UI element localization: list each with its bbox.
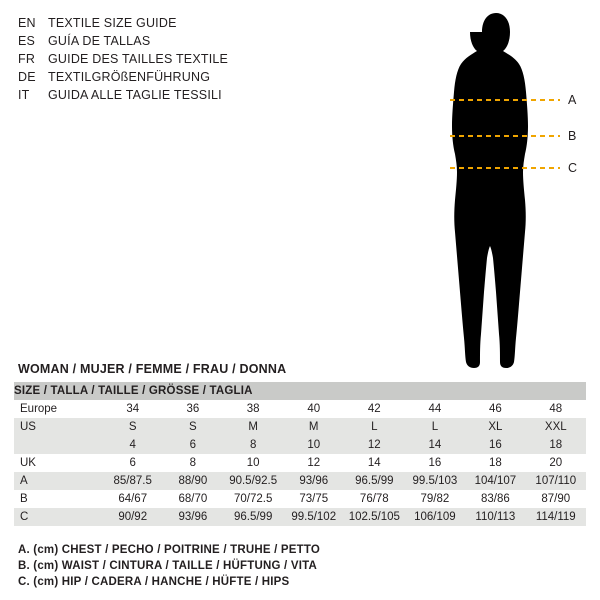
row-label: A: [14, 472, 103, 490]
row-label: UK: [14, 454, 103, 472]
cell: 68/70: [163, 490, 223, 508]
cell: 42: [344, 400, 405, 418]
language-text: GUIDE DES TAILLES TEXTILE: [48, 52, 229, 66]
cell: L: [344, 418, 405, 436]
cell: XXL: [526, 418, 586, 436]
cell: 18: [526, 436, 586, 454]
table-row: [14, 418, 586, 436]
language-text: GUÍA DE TALLAS: [48, 34, 151, 48]
cell: 16: [465, 436, 525, 454]
language-row: [18, 86, 348, 104]
silhouette-icon: [420, 8, 590, 378]
cell: 90.5/92.5: [223, 472, 284, 490]
cell: 18: [465, 454, 525, 472]
cell: 10: [283, 436, 344, 454]
cell: 96.5/99: [223, 508, 284, 526]
cell: 48: [526, 400, 586, 418]
language-text: TEXTILGRÖßENFÜHRUNG: [48, 70, 211, 84]
table-header-cell: SIZE / TALLA / TAILLE / GRÖSSE / TAGLIA: [14, 382, 586, 400]
cell: 85/87.5: [103, 472, 163, 490]
language-header-block: [18, 14, 348, 104]
cell: 73/75: [283, 490, 344, 508]
cell: S: [103, 418, 163, 436]
cell: 8: [223, 436, 284, 454]
table-header-row: [14, 382, 586, 400]
language-code: FR: [18, 52, 36, 66]
size-table: [14, 382, 586, 526]
cell: 12: [283, 454, 344, 472]
cell: 38: [223, 400, 284, 418]
cell: 90/92: [103, 508, 163, 526]
cell: 46: [465, 400, 525, 418]
language-code: IT: [18, 88, 30, 102]
cell: 79/82: [405, 490, 466, 508]
cell: 44: [405, 400, 466, 418]
cell: 16: [405, 454, 466, 472]
cell: 107/110: [526, 472, 586, 490]
cell: 8: [163, 454, 223, 472]
cell: 6: [163, 436, 223, 454]
woman-section-title: WOMAN / MUJER / FEMME / FRAU / DONNA: [18, 362, 287, 376]
row-label: [14, 436, 103, 454]
female-silhouette-figure: [420, 8, 590, 378]
cell: 110/113: [465, 508, 525, 526]
language-row: [18, 68, 348, 86]
table-row: [14, 508, 586, 526]
cell: 10: [223, 454, 284, 472]
table-row: [14, 490, 586, 508]
cell: 88/90: [163, 472, 223, 490]
cell: XL: [465, 418, 525, 436]
row-label: Europe: [14, 400, 103, 418]
language-code: ES: [18, 34, 36, 48]
cell: 34: [103, 400, 163, 418]
measurement-label-b: B: [568, 129, 577, 143]
table-row: [14, 454, 586, 472]
language-code: EN: [18, 16, 36, 30]
language-text: TEXTILE SIZE GUIDE: [48, 16, 177, 30]
measurement-label-a: A: [568, 93, 577, 107]
table-row: [14, 400, 586, 418]
size-table-wrap: [14, 382, 586, 526]
cell: 93/96: [283, 472, 344, 490]
cell: 87/90: [526, 490, 586, 508]
cell: 36: [163, 400, 223, 418]
cell: 70/72.5: [223, 490, 284, 508]
cell: 14: [405, 436, 466, 454]
cell: 76/78: [344, 490, 405, 508]
cell: M: [223, 418, 284, 436]
cell: 83/86: [465, 490, 525, 508]
cell: 96.5/99: [344, 472, 405, 490]
language-row: [18, 32, 348, 50]
cell: 4: [103, 436, 163, 454]
cell: L: [405, 418, 466, 436]
cell: 104/107: [465, 472, 525, 490]
row-label: B: [14, 490, 103, 508]
note-chest: A. (cm) CHEST / PECHO / POITRINE / TRUHE / PETTO: [18, 544, 321, 556]
language-code: DE: [18, 70, 36, 84]
cell: 114/119: [526, 508, 586, 526]
table-row: [14, 436, 586, 454]
cell: 6: [103, 454, 163, 472]
table-row: [14, 472, 586, 490]
cell: 14: [344, 454, 405, 472]
note-hip: C. (cm) HIP / CADERA / HANCHE / HÜFTE / HIPS: [18, 576, 290, 588]
row-label: C: [14, 508, 103, 526]
cell: M: [283, 418, 344, 436]
cell: 99.5/103: [405, 472, 466, 490]
language-text: GUIDA ALLE TAGLIE TESSILI: [48, 88, 222, 102]
cell: 12: [344, 436, 405, 454]
measurement-label-c: C: [568, 161, 578, 175]
cell: 106/109: [405, 508, 466, 526]
measurement-notes: [18, 542, 578, 590]
language-row: [18, 14, 348, 32]
cell: 20: [526, 454, 586, 472]
cell: S: [163, 418, 223, 436]
cell: 64/67: [103, 490, 163, 508]
note-waist: B. (cm) WAIST / CINTURA / TAILLE / HÜFTUNG / VITA: [18, 560, 317, 572]
cell: 40: [283, 400, 344, 418]
cell: 99.5/102: [283, 508, 344, 526]
row-label: US: [14, 418, 103, 436]
cell: 93/96: [163, 508, 223, 526]
cell: 102.5/105: [344, 508, 405, 526]
language-row: [18, 50, 348, 68]
